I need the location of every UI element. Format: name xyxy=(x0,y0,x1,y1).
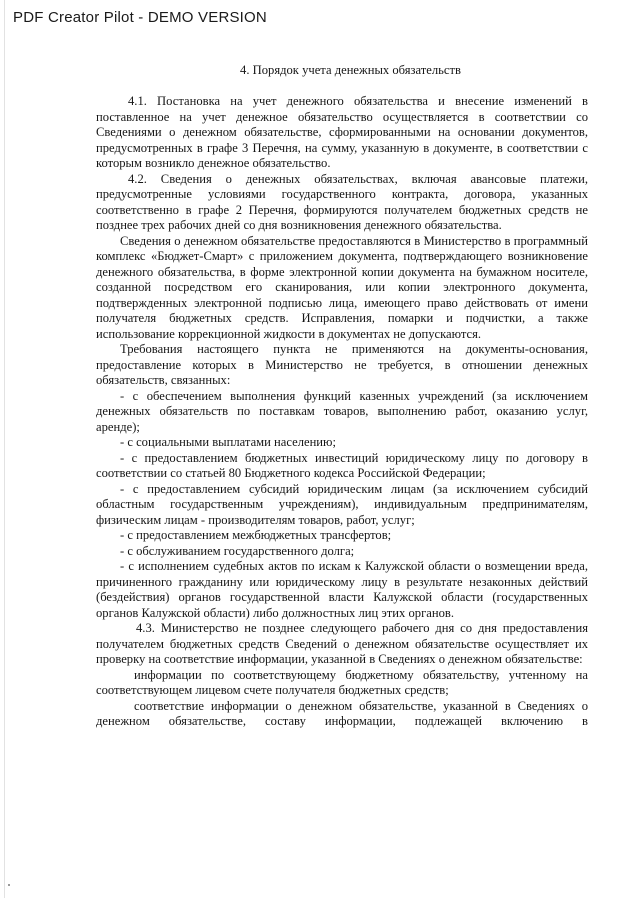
list-item-debt: - с обслуживанием государственного долга; xyxy=(120,543,355,558)
paragraph-submission: Сведения о денежном обязательстве предоставляются в Министерство в программный комплекс «Бюджет-Смарт» с приложением документа, подтверждающего возникновение денежного обязательства, в форме электронной копии документа на бумажном носителе, созданной посредством его сканирования, или копии электронного документа, подтвержденных электронной подписью лица, имеющего право действовать от имени получателя бюджетных средств. Исправления, помарки и подчистки, а также использование коррекционной жидкости в документах не допускаются. xyxy=(96,233,588,341)
list-item-subsidies: - с предоставлением субсидий юридическим лицам (за исключением субсидий областным государственным учреждениям), индивидуальным предпринимателям, физическим лицам - производителям товаров, работ, услуг; xyxy=(96,481,588,527)
paragraph-requirements: Требования настоящего пункта не применяются на документы-основания, предоставление которых в Министерство не требуется, в отношении денежных обязательств, связанных: xyxy=(96,342,588,387)
demo-watermark: PDF Creator Pilot - DEMO VERSION xyxy=(13,9,267,26)
list-item-transfers: - с предоставлением межбюджетных трансфертов; xyxy=(120,528,392,542)
list-item-court: - с исполнением судебных актов по искам к Калужской области о возмещении вреда, причиненного гражданину или юридическому лицу в результате незаконных действий (бездействия) органов государственной власти Калужской области (государственных органов Калужской области) либо должностных лиц этих органов. xyxy=(96,559,588,620)
document-body xyxy=(96,94,588,730)
paragraph-4-1: 4.1. Постановка на учет денежного обязательства и внесение изменений в поставленное на учет денежное обязательство осуществляется в соответствии со Сведениями о денежном обязательстве, сформированными на основании документов, предусмотренных в графе 3 Перечня, на сумму, указанную в документе, в соответствии с которым возникло денежное обязательство. xyxy=(96,94,588,170)
check-item-composition: соответствие информации о денежном обязательстве, указанной в Сведениях о денежном обязательстве, составу информации, подлежащей включению в xyxy=(96,698,588,728)
scan-edge-line xyxy=(4,0,5,898)
section-heading: 4. Порядок учета денежных обязательств xyxy=(240,63,461,77)
paragraph-4-3: 4.3. Министерство не позднее следующего рабочего дня со дня предоставления получателем бюджетных средств Сведений о денежном обязательстве осуществляет их проверку на соответствие информации, указанной в Сведениях о денежном обязательстве: xyxy=(96,621,588,666)
check-item-obligation: информации по соответствующему бюджетному обязательству, учтенному на соответствующем лицевом счете получателя бюджетных средств; xyxy=(96,667,588,697)
list-item-functions: - с обеспечением выполнения функций казенных учреждений (за исключением денежных обязательств по поставкам товаров, выполнению работ, оказанию услуг, аренде); xyxy=(96,388,588,434)
paragraph-4-2: 4.2. Сведения о денежных обязательствах, включая авансовые платежи, предусмотренные условиями государственного контракта, договора, указанных соответственно в графе 2 Перечня, формируются получателем бюджетных средств не позднее трех рабочих дней со дня возникновения денежного обязательства. xyxy=(96,171,588,232)
scan-speck xyxy=(8,884,10,886)
list-item-investments: - с предоставлением бюджетных инвестиций юридическому лицу по договору в соответствии со статьей 80 Бюджетного кодекса Российской Федерации; xyxy=(96,450,588,480)
list-item-social: - с социальными выплатами населению; xyxy=(120,435,336,449)
